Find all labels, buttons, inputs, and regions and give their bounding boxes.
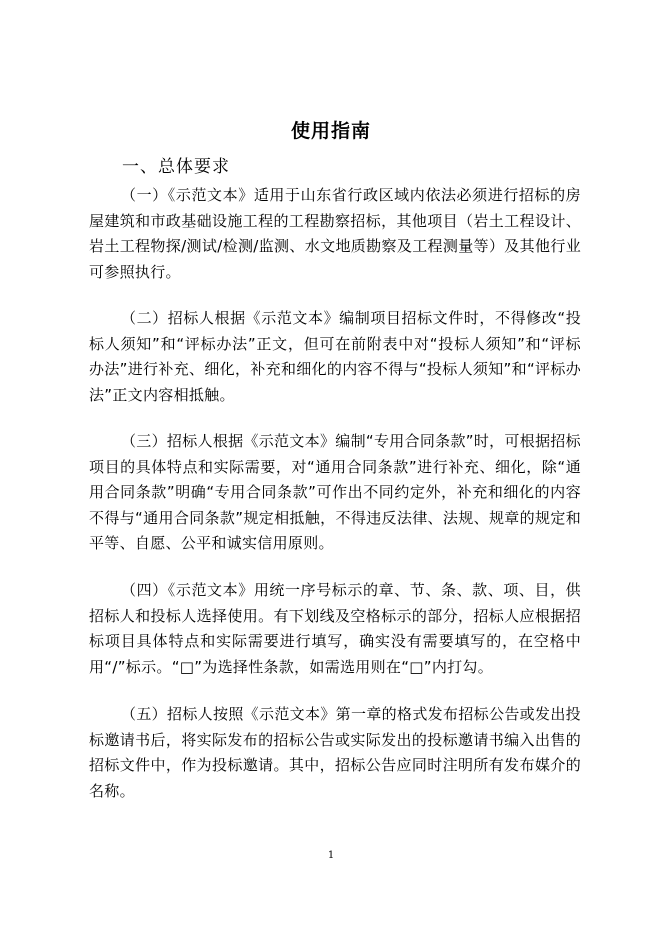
paragraph-5: （五）招标人按照《示范文本》第一章的格式发布招标公告或发出投标邀请书后，将实际发布的招标公告或实际发出的投标邀请书编入出售的招标文件中，作为投标邀请。其中，招标公告应同时注明所有发布媒介的名称。 xyxy=(89,705,581,800)
page-title: 使用指南 xyxy=(290,120,371,142)
paragraph-1: （一）《示范文本》适用于山东省行政区域内依法必须进行招标的房屋建筑和市政基础设施工程的工程勘察招标，其他项目（岩土工程设计、岩土工程物探/测试/检测/监测、水文地质勘察及工程测量等）及其他行业可参照执行。 xyxy=(89,186,581,281)
paragraph-4: （四）《示范文本》用统一序号标示的章、节、条、款、项、目，供招标人和投标人选择使用。有下划线及空格标示的部分，招标人应根据招标项目具体特点和实际需要进行填写，确实没有需要填写的，在空格中用“/”标示。“□”为选择性条款，如需选用则在“□”内打勾。 xyxy=(89,581,581,676)
page-number: 1 xyxy=(327,850,335,861)
paragraph-2: （二）招标人根据《示范文本》编制项目招标文件时，不得修改“投标人须知”和“评标办法”正文，但可在前附表中对“投标人须知”和“评标办法”进行补充、细化，补充和细化的内容不得与“投标人须知”和“评标办法”正文内容相抵触。 xyxy=(89,309,581,404)
section-heading: 一、总体要求 xyxy=(122,157,230,177)
paragraph-3: （三）招标人根据《示范文本》编制“专用合同条款”时，可根据招标项目的具体特点和实际需要，对“通用合同条款”进行补充、细化，除“通用合同条款”明确“专用合同条款”可作出不同约定外，补充和细化的内容不得与“通用合同条款”规定相抵触，不得违反法律、法规、规章的规定和平等、自愿、公平和诚实信用原则。 xyxy=(89,432,581,552)
